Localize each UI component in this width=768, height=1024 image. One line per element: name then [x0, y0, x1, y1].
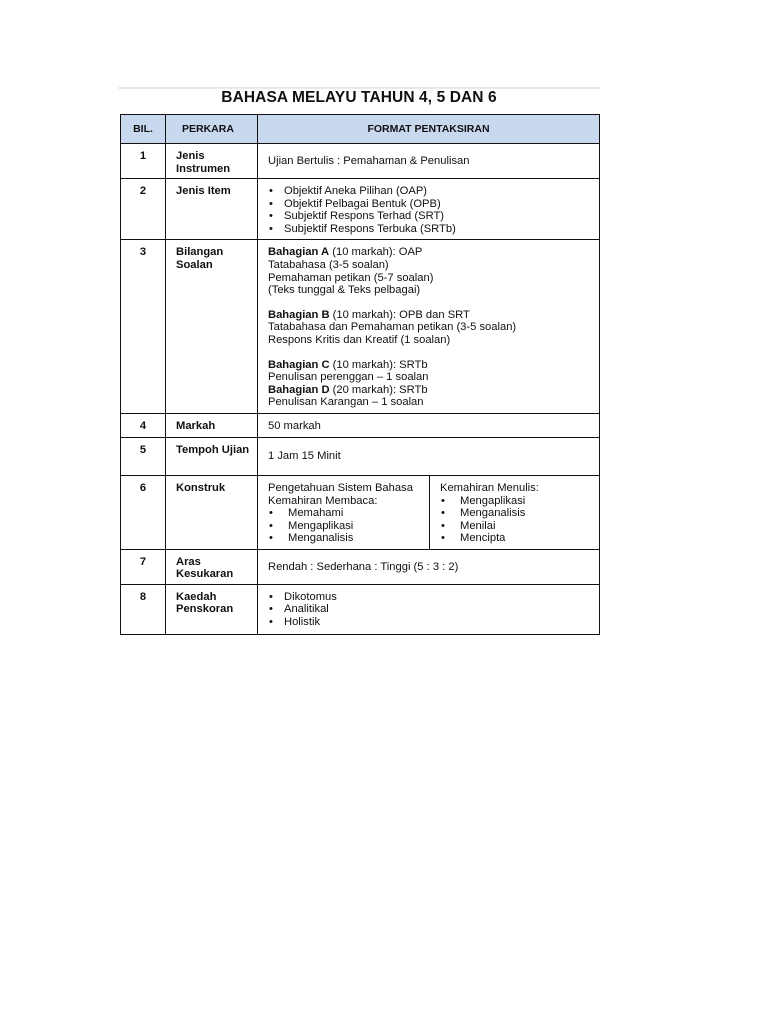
row-perkara: Konstruk [166, 475, 258, 549]
row-format [258, 240, 600, 414]
row-format: Ujian Bertulis : Pemahaman & Penulisan [258, 144, 600, 179]
konstruk-right [430, 475, 600, 549]
assessment-format-table [120, 114, 600, 635]
row-format: 50 markah [258, 413, 600, 437]
list-item: • Mengaplikasi [268, 520, 429, 533]
row-perkara: Kaedah Penskoran [166, 584, 258, 634]
row-format: 1 Jam 15 Minit [258, 437, 600, 475]
konstruk-right-heading: Kemahiran Menulis: [440, 481, 539, 494]
section-b: Bahagian B (10 markah): OPB dan SRT [268, 308, 470, 321]
header-perkara: PERKARA [166, 115, 258, 144]
table-row [121, 179, 600, 240]
section-c: Bahagian C (10 markah): SRTb [268, 358, 428, 371]
table-row [121, 475, 600, 549]
list-item: • Subjektif Respons Terbuka (SRTb) [268, 223, 599, 236]
table-row [121, 437, 600, 475]
list-item: • Menganalisis [440, 507, 599, 520]
section-a-line: (Teks tunggal & Teks pelbagai) [268, 284, 421, 297]
row-number: 4 [121, 413, 166, 437]
row-perkara: Aras Kesukaran [166, 549, 258, 584]
table-row [121, 413, 600, 437]
row-perkara: Jenis Item [166, 179, 258, 240]
header-bil: BIL. [121, 115, 166, 144]
list-item: • Holistik [268, 616, 599, 629]
list-item: • Menilai [440, 520, 599, 533]
header-format: FORMAT PENTAKSIRAN [258, 115, 600, 144]
writing-skills-list [440, 495, 599, 545]
section-c-line: Penulisan perenggan – 1 soalan [268, 371, 429, 384]
list-item: • Menganalisis [268, 532, 429, 545]
list-item: • Mencipta [440, 532, 599, 545]
list-item: • Subjektif Respons Terhad (SRT) [268, 210, 599, 223]
row-perkara: Tempoh Ujian [166, 437, 258, 475]
list-item: • Memahami [268, 507, 429, 520]
row-number: 5 [121, 437, 166, 475]
row-perkara: Markah [166, 413, 258, 437]
section-b-line: Tatabahasa dan Pemahaman petikan (3-5 soalan) [268, 321, 517, 334]
list-item: • Objektif Pelbagai Bentuk (OPB) [268, 198, 599, 211]
table-row [121, 549, 600, 584]
section-a: Bahagian A (10 markah): OAP [268, 246, 423, 259]
scoring-method-list [268, 591, 599, 629]
table-row [121, 584, 600, 634]
list-item: • Objektif Aneka Pilihan (OAP) [268, 185, 599, 198]
reading-skills-list [268, 507, 429, 545]
row-format: Rendah : Sederhana : Tinggi (5 : 3 : 2) [258, 549, 600, 584]
list-item: • Mengaplikasi [440, 495, 599, 508]
row-number: 6 [121, 475, 166, 549]
header-row [121, 115, 600, 144]
row-number: 8 [121, 584, 166, 634]
row-perkara: Jenis Instrumen [166, 144, 258, 179]
section-d-line: Penulisan Karangan – 1 soalan [268, 396, 424, 409]
konstruk-left-subheading: Kemahiran Membaca: [268, 494, 378, 507]
table-row [121, 240, 600, 414]
konstruk-left [258, 475, 430, 549]
item-type-list [268, 185, 599, 235]
section-b-line: Respons Kritis dan Kreatif (1 soalan) [268, 333, 451, 346]
list-item: • Dikotomus [268, 591, 599, 604]
section-d: Bahagian D (20 markah): SRTb [268, 383, 428, 396]
table-row [121, 144, 600, 179]
row-number: 2 [121, 179, 166, 240]
row-number: 7 [121, 549, 166, 584]
row-format [258, 179, 600, 240]
list-item: • Analitikal [268, 603, 599, 616]
row-number: 3 [121, 240, 166, 414]
row-number: 1 [121, 144, 166, 179]
row-format [258, 584, 600, 634]
document-title: BAHASA MELAYU TAHUN 4, 5 DAN 6 [221, 89, 497, 106]
section-a-line: Tatabahasa (3-5 soalan) [268, 258, 389, 271]
row-perkara: Bilangan Soalan [166, 240, 258, 414]
konstruk-left-heading: Pengetahuan Sistem Bahasa [268, 481, 413, 494]
section-a-line: Pemahaman petikan (5-7 soalan) [268, 271, 434, 284]
